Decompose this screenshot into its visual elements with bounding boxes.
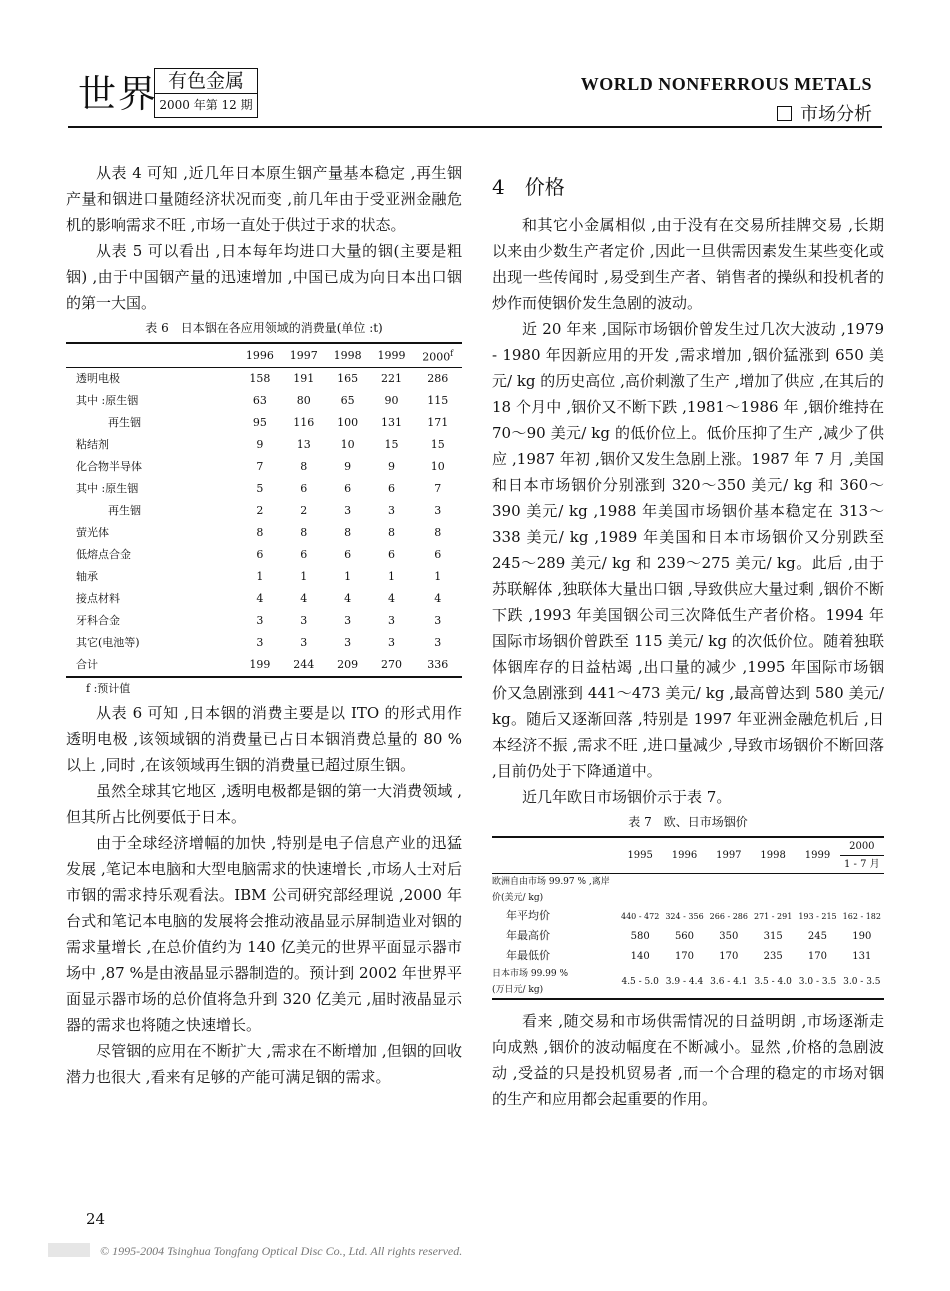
table6-header-empty: [66, 343, 238, 367]
table6-cell: 3: [388, 504, 395, 518]
table6-cell: 3: [300, 636, 308, 650]
table6-cell: 165: [337, 372, 359, 386]
table6-cell: 4: [388, 592, 395, 606]
table6-cell: 3: [434, 504, 442, 518]
paragraph: 从表 4 可知 ,近几年日本原生铟产量基本稳定 ,再生铟产量和铟进口量随经济状况而变 ,前几年由于受亚洲金融危机的影响需求不旺 ,市场一直处于供过于求的状态。: [66, 164, 462, 234]
table6-row-label: 透明电极: [76, 372, 120, 386]
paragraph: 从表 6 可知 ,日本铟的消费主要是以 ITO 的形式用作透明电极 ,该领域铟的消费量已占日本铟消费总量的 80 %以上 ,同时 ,在该领域再生铟的消费量已超过原生铟。: [66, 703, 462, 774]
table6-cell: 7: [256, 460, 264, 474]
section-heading: 4 价格: [492, 175, 565, 199]
table6-row: [66, 390, 462, 412]
table7-cell: 580: [630, 930, 650, 942]
table6-cell: 6: [256, 548, 264, 562]
table6-cell: 1: [434, 570, 442, 584]
table7-year: 1996: [671, 850, 698, 861]
table6-row-label: 合计: [76, 658, 98, 672]
table6-row-label: 化合物半导体: [76, 460, 142, 474]
table7-cell: 245: [807, 930, 828, 942]
paragraph: 近几年欧日市场铟价示于表 7。: [522, 788, 732, 806]
table6-cell: 15: [430, 438, 445, 452]
table7-cell: 3.5 - 4.0: [754, 976, 792, 987]
table6-row-label: 其它(电池等): [76, 636, 140, 650]
table6-header-row: [66, 343, 462, 367]
table6-row-label: 其中 :原生铟: [76, 394, 139, 408]
table6-cell: 6: [344, 548, 352, 562]
table6-row: [66, 500, 462, 522]
table6-cell: 336: [427, 658, 449, 672]
table6-cell: 10: [430, 460, 445, 474]
table7-cell: 170: [674, 950, 695, 962]
table6-cell: 3: [434, 614, 442, 628]
table6-cell: 244: [293, 658, 315, 672]
table6-cell: 8: [388, 526, 395, 540]
table6-cell: 6: [300, 548, 308, 562]
table6-cell: 116: [293, 416, 315, 430]
table7-header-empty: [492, 837, 618, 874]
table6-cell: 3: [256, 636, 264, 650]
table7-year: 1998: [760, 850, 786, 861]
table6-cell: 8: [256, 526, 264, 540]
section-label: [777, 100, 872, 126]
table6-row: [66, 522, 462, 544]
header-rule: [68, 126, 882, 128]
table6-row: [66, 456, 462, 478]
paragraph: 近 20 年来 ,国际市场铟价曾发生过几次大波动 ,1979 - 1980 年因新应用的开发 ,需求增加 ,铟价猛涨到 650 美元/ kg 的历史高位 ,高价刺激了生产 ,增加了供应 ,在其后的 18 个月中 ,铟价又不断下跌 ,1981～1986 年 ,铟价维持在 70～90 美元/ kg 的低价位上。低价压抑了生产 ,减少了供应 ,1987 年初 ,铟价又发生急剧上涨。1987 年 7 月 ,美国和日本市场铟价分别涨到 320～350 美元/ kg 和 360～390 美元/ kg ,1988 年美国市场铟价基本稳定在 313～338 美元/ kg ,1989 年美国和日本市场铟价又分别跌至 245～289 美元/ kg 和 239～275 美元/ kg。此后 ,由于苏联解体 ,独联体大量出口铟 ,导致供应大量过剩 ,铟价不断下跌 ,1993 年美国铟公司三次降低生产者价格。1994 年国际市场铟价曾跌至 115 美元/ kg 的次低价位。随着独联体铟库存的日益枯竭 ,出口量的减少 ,1995 年国际市场铟价又急剧涨到 441～473 美元/ kg ,最高曾达到 580 美元/ kg。随后又逐渐回落 ,特别是 1997 年亚洲金融危机后 ,日本经济不振 ,需求不旺 ,进口量减少 ,导致市场铟价不断回落 ,目前仍处于下降通道中。: [492, 320, 884, 780]
table7-cell: 131: [852, 950, 872, 962]
table6-cell: 115: [427, 394, 449, 408]
table6-cell: 158: [249, 372, 271, 386]
journal-title-en: WORLD NONFERROUS METALS: [580, 74, 872, 94]
table6-year: 1998: [333, 348, 362, 362]
table6-row: [66, 610, 462, 632]
table6-cell: 3: [388, 636, 395, 650]
table6-row-label: 萤光体: [76, 526, 109, 540]
table7-japan-label: 日本市场 99.99 % (万日元/ kg): [492, 969, 569, 995]
table7-cell: 140: [630, 950, 650, 962]
table7-row: [492, 946, 884, 966]
table7-cell: 3.0 - 3.5: [843, 976, 881, 987]
table6-cell: 3: [344, 504, 352, 518]
table6-cell: 95: [252, 416, 267, 430]
table6-cell: 80: [296, 394, 311, 408]
table7-cell: 190: [852, 930, 872, 942]
table6-cell: 8: [300, 526, 308, 540]
table6-row: [66, 632, 462, 654]
table7-caption: 表 7 欧、日市场铟价: [628, 815, 748, 829]
table7-cell: 324 - 356: [665, 911, 704, 921]
table6-note: f :预计值: [86, 681, 131, 695]
table7-year-2000: 2000 1 - 7 月: [840, 837, 884, 874]
table6-row-label: 低熔点合金: [76, 548, 131, 562]
table6-cell: 4: [344, 592, 352, 606]
publisher-logo-icon: [48, 1243, 90, 1257]
table6-caption: 表 6 日本铟在各应用领域的消费量(单位 :t): [145, 321, 383, 335]
table7-cell: 235: [763, 950, 783, 962]
table6-cell: 8: [434, 526, 442, 540]
table7-row-label: 年最低价: [506, 949, 550, 962]
square-icon: [777, 106, 792, 121]
table6-cell: 100: [337, 416, 359, 430]
paragraph: 从表 5 可以看出 ,日本每年均进口大量的铟(主要是粗铟) ,由于中国铟产量的迅速增加 ,中国已成为向日本出口铟的第一大国。: [66, 242, 462, 312]
table6-cell: 65: [340, 394, 355, 408]
table6-cell: 1: [388, 570, 395, 584]
table6-row: [66, 478, 462, 500]
table7-row: [492, 926, 884, 946]
table7-cell: 170: [807, 950, 828, 962]
table7-cell: 4.5 - 5.0: [621, 976, 659, 987]
table7-cell: 271 - 291: [753, 911, 793, 921]
copyright-footer: [48, 1243, 462, 1259]
table6-cell: 63: [252, 394, 267, 408]
table6-cell: 6: [388, 482, 395, 496]
table6-row: [66, 566, 462, 588]
table6-row: [66, 412, 462, 434]
journal-title-cn: 有色金属: [155, 69, 257, 94]
table6: [66, 342, 462, 678]
table6-cell: 15: [384, 438, 399, 452]
table7-cell: 3.0 - 3.5: [798, 976, 837, 987]
table7-header-row: [492, 837, 884, 874]
table6-cell: 286: [427, 372, 449, 386]
table6-cell: 3: [344, 614, 352, 628]
table6-cell: 9: [344, 460, 352, 474]
journal-issue: 2000 年第 12 期: [159, 98, 253, 112]
table7-row: [492, 906, 884, 926]
table6-cell: 6: [344, 482, 352, 496]
table6-year: 1999: [377, 348, 406, 362]
table6-year-2000: 2000$^f$: [422, 349, 454, 364]
table6-year: 1997: [289, 348, 318, 362]
table6-year: 1996: [245, 348, 274, 362]
table6-row-label: 粘结剂: [76, 438, 109, 452]
table7-cell: 170: [719, 950, 739, 962]
paragraph: 虽然全球其它地区 ,透明电极都是铟的第一大消费领域 ,但其所占比例要低于日本。: [66, 781, 462, 826]
table6-cell: 191: [293, 372, 315, 386]
table6-cell: 131: [381, 416, 402, 430]
paragraph: 看来 ,随交易和市场供需情况的日益明朗 ,市场逐渐走向成熟 ,铟价的波动幅度在不断减小。显然 ,价格的急剧波动 ,受益的只是投机贸易者 ,而一个合理的稳定的市场对铟的生产和应用都会起重要的作用。: [492, 1012, 884, 1108]
table6-cell: 6: [434, 548, 442, 562]
table6-cell: 8: [344, 526, 352, 540]
table6-cell: 2: [256, 504, 264, 518]
table7-japan-row: [492, 966, 884, 999]
table6-cell: 3: [388, 614, 395, 628]
table6-row: [66, 654, 462, 677]
paragraph: 和其它小金属相似 ,由于没有在交易所挂牌交易 ,长期以来由少数生产者定价 ,因此一旦供需因素发生某些变化或出现一些传闻时 ,易受到生产者、销售者的操纵和投机者的炒作而使铟价发生急剧的波动。: [492, 216, 884, 312]
table6-row: [66, 367, 462, 390]
table7-year: 1995: [627, 850, 653, 861]
table6-cell: 171: [427, 416, 449, 430]
table6-cell: 1: [344, 570, 352, 584]
table7-row-label: 年最高价: [506, 929, 550, 942]
table6-cell: 199: [249, 658, 271, 672]
left-column: [66, 160, 462, 1090]
table7-cell: 350: [719, 930, 739, 942]
table7-cell: 266 - 286: [709, 911, 748, 921]
paragraph: 尽管铟的应用在不断扩大 ,需求在不断增加 ,但铟的回收潜力也很大 ,看来有足够的产能可满足铟的需求。: [66, 1041, 462, 1086]
table7-europe-label: 欧洲自由市场 99.97 % ,离岸 价(美元/ kg): [492, 877, 610, 903]
section-label-text: 市场分析: [800, 104, 872, 125]
table6-row: [66, 434, 462, 456]
table7-cell: 3.9 - 4.4: [665, 976, 704, 987]
table6-cell: 6: [300, 482, 308, 496]
table6-cell: 270: [381, 658, 402, 672]
table7-cell: 162 - 182: [842, 911, 881, 921]
table7-cell: 440 - 472: [621, 911, 660, 921]
table6-cell: 6: [388, 548, 395, 562]
table6-row-label: 再生铟: [108, 504, 141, 518]
table6-cell: 90: [384, 394, 399, 408]
table6-cell: 4: [300, 592, 308, 606]
table6-cell: 13: [296, 438, 311, 452]
table6-cell: 3: [434, 636, 442, 650]
table7: [492, 836, 884, 1000]
table6-cell: 4: [434, 592, 442, 606]
table6-cell: 9: [388, 460, 395, 474]
table6-cell: 221: [381, 372, 402, 386]
table6-row-label: 接点材料: [76, 592, 120, 606]
table6-cell: 9: [256, 438, 264, 452]
table7-cell: 193 - 215: [798, 911, 837, 921]
table6-cell: 3: [300, 614, 308, 628]
right-column: [492, 160, 884, 1112]
copyright-text: © 1995-2004 Tsinghua Tongfang Optical Disc Co., Ltd. All rights reserved.: [100, 1244, 463, 1258]
table6-cell: 4: [256, 592, 264, 606]
table6-cell: 1: [256, 570, 264, 584]
journal-logo: 世界: [78, 72, 159, 116]
table7-row-label: 年平均价: [506, 909, 550, 922]
table6-cell: 1: [300, 570, 308, 584]
table6-row-label: 其中 :原生铟: [76, 482, 139, 496]
table6-row-label: 再生铟: [108, 416, 141, 430]
table7-cell: 3.6 - 4.1: [710, 976, 748, 987]
paragraph: 由于全球经济增幅的加快 ,特别是电子信息产业的迅猛发展 ,笔记本电脑和大型电脑需求的快速增长 ,市场人士对后市铟的需求持乐观看法。IBM 公司研究部经理说 ,2000 年台式和笔记本电脑的发展将会推动液晶显示屏制造业对铟的需求量增长 ,在总价值约为 140 亿美元的世界平面显示器市场中 ,87 %是由液晶显示器制造的。预计到 2002 年世界平面显示器市场的总价值将急升到 320 亿美元 ,届时液晶显示器的需求也将随之快速增长。: [66, 833, 462, 1034]
table6-cell: 3: [256, 614, 264, 628]
table6-row: [66, 588, 462, 610]
table6-cell: 209: [337, 658, 359, 672]
table6-cell: 5: [256, 482, 264, 496]
table6-cell: 3: [344, 636, 352, 650]
table6-cell: 2: [300, 504, 308, 518]
page-number: 24: [86, 1210, 106, 1228]
table7-cell: 560: [674, 930, 695, 942]
journal-issue-box: [154, 68, 258, 118]
table7-year: 1999: [804, 850, 831, 861]
table6-cell: 7: [434, 482, 442, 496]
table6-row: [66, 544, 462, 566]
table6-row-label: 牙科合金: [76, 614, 120, 628]
table6-cell: 10: [340, 438, 355, 452]
table6-cell: 8: [300, 460, 308, 474]
table7-group-row: [492, 874, 884, 907]
table7-year: 1997: [716, 850, 742, 861]
table7-cell: 315: [763, 930, 783, 942]
table6-row-label: 轴承: [76, 570, 98, 584]
